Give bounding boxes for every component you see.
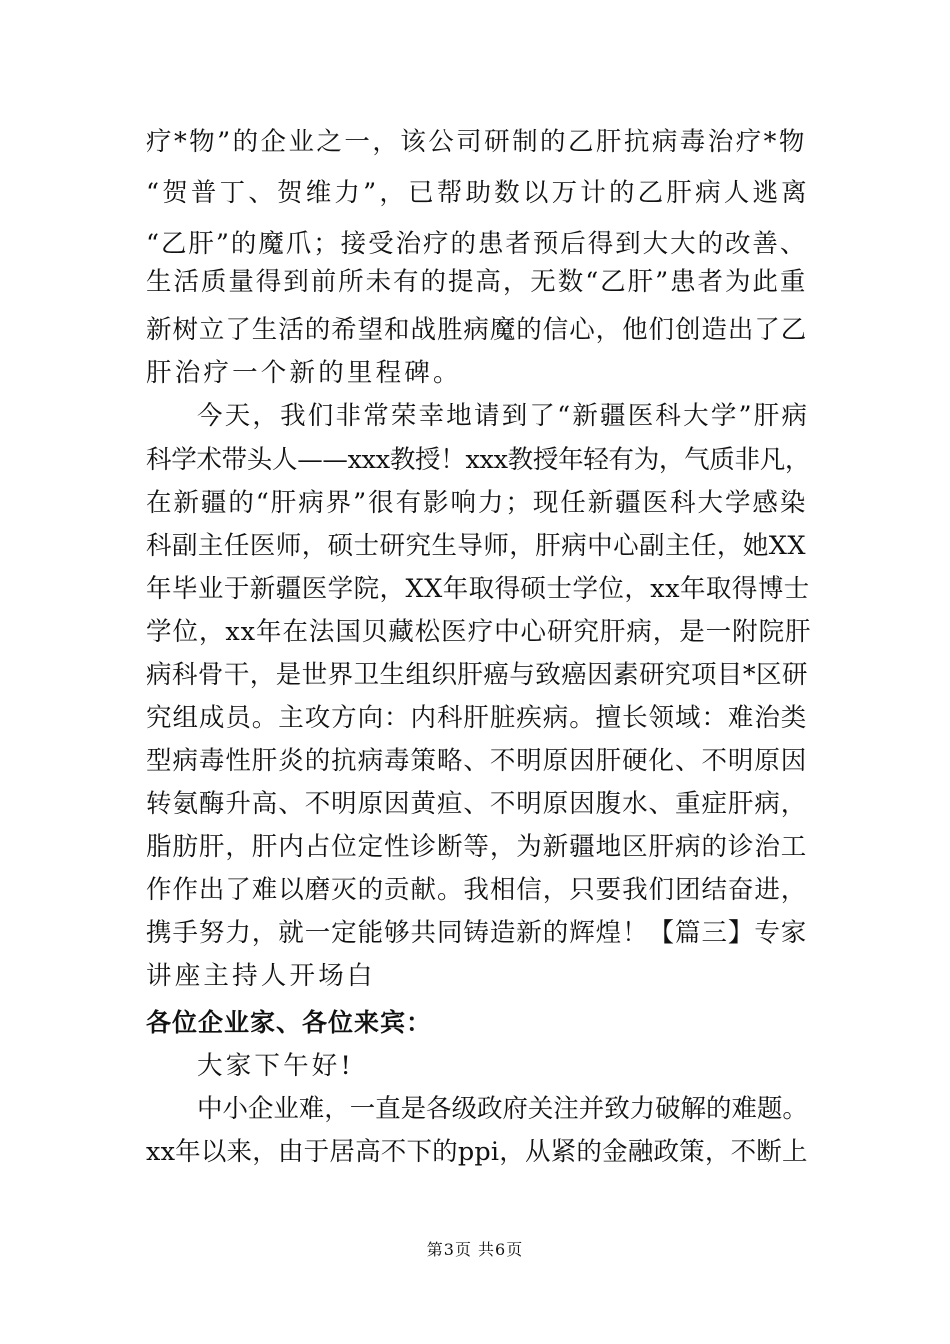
text-line: 疗*物”的企业之一，该公司研制的乙肝抗病毒治疗*物: [146, 127, 807, 157]
text-line: 年毕业于新疆医学院，XX年取得硕士学位，xx年取得博士: [146, 574, 810, 604]
text-line: 脂肪肝，肝内占位定性诊断等，为新疆地区肝病的诊治工: [146, 832, 808, 862]
text-line: 究组成员。主攻方向：内科肝脏疾病。擅长领域：难治类: [146, 703, 808, 733]
text-line: 新树立了生活的希望和战胜病魔的信心，他们创造出了乙: [146, 315, 808, 345]
text-line: 携手努力，就一定能够共同铸造新的辉煌！【篇三】专家: [146, 918, 808, 948]
text-line: 型病毒性肝炎的抗病毒策略、不明原因肝硬化、不明原因: [146, 746, 808, 776]
paragraph-first-line: 今天，我们非常荣幸地请到了“新疆医科大学”肝病: [197, 401, 810, 431]
text-line: 科副主任医师，硕士研究生导师，肝病中心副主任，她XX: [146, 531, 807, 561]
text-line: 生活质量得到前所未有的提高，无数“乙肝”患者为此重: [146, 267, 808, 297]
page-number-footer: 第3页 共6页: [426, 1240, 524, 1259]
text-line: 转氨酶升高、不明原因黄疸、不明原因腹水、重症肝病，: [146, 789, 808, 819]
salutation-heading: 各位企业家、各位来宾：: [146, 1008, 433, 1037]
text-line: 科学术带头人——xxx教授！xxx教授年轻有为，气质非凡，: [146, 445, 811, 475]
text-line: 作作出了难以磨灭的贡献。我相信，只要我们团结奋进，: [146, 875, 808, 905]
text-line: 病科骨干，是世界卫生组织肝癌与致癌因素研究项目*区研: [146, 660, 808, 690]
text-line: 讲座主持人开场白: [146, 961, 376, 991]
text-line: 在新疆的“肝病界”很有影响力；现任新疆医科大学感染: [146, 488, 808, 518]
greeting-line: 大家下午好!: [197, 1051, 354, 1081]
text-line: xx年以来，由于居高不下的ppi，从紧的金融政策，不断上: [146, 1137, 808, 1167]
paragraph-first-line: 中小企业难，一直是各级政府关注并致力破解的难题。: [197, 1094, 808, 1124]
text-line: 肝治疗一个新的里程碑。: [146, 358, 462, 388]
text-line: “乙肝”的魔爪；接受治疗的患者预后得到大大的改善、: [146, 229, 808, 259]
text-line: 学位，xx年在法国贝藏松医疗中心研究肝病，是一附院肝: [146, 617, 812, 647]
text-line: “贺普丁、贺维力”，已帮助数以万计的乙肝病人逃离: [146, 178, 810, 208]
